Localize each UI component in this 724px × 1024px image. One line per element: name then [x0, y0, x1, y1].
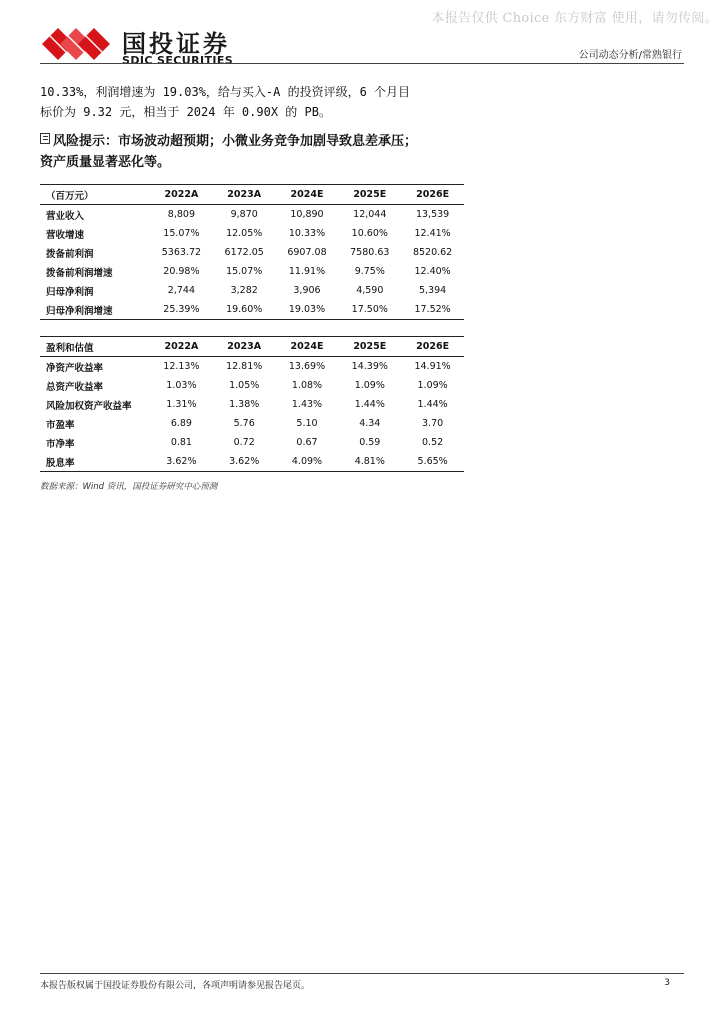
- logo-mark-icon: [42, 22, 118, 66]
- table-cell: 3,282: [230, 285, 258, 296]
- table-cell: 3.62%: [229, 456, 260, 467]
- table-cell: 9,870: [230, 209, 258, 220]
- table-cell: 1.38%: [229, 399, 260, 410]
- report-type-label: 公司动态分析/常熟银行: [578, 50, 682, 61]
- table-row: [40, 243, 464, 262]
- table-cell: 12.13%: [163, 361, 200, 372]
- footer-disclaimer: 本报告版权属于国投证券股份有限公司，各项声明请参见报告尾页。: [40, 981, 311, 991]
- table-header-cell: 2026E: [416, 189, 450, 200]
- table-cell: 12.41%: [414, 228, 451, 239]
- row-label: 营业收入: [46, 210, 85, 222]
- risk-warning: [40, 131, 460, 173]
- table-header-cell: 2022A: [164, 341, 199, 352]
- table-header-row: [40, 185, 464, 205]
- table-header-cell: 2024E: [290, 341, 324, 352]
- table-header-cell: 2025E: [353, 341, 387, 352]
- table-cell: 12.05%: [226, 228, 263, 239]
- table-cell: 8,809: [167, 209, 195, 220]
- table-cell: 15.07%: [163, 228, 200, 239]
- table-cell: 9.75%: [354, 266, 385, 277]
- table-cell: 17.52%: [414, 304, 451, 315]
- row-label: 股息率: [46, 457, 75, 469]
- row-label: 归母净利润: [46, 286, 94, 298]
- table-header-cell: 2023A: [227, 189, 262, 200]
- intro-line-1: 10.33%，利润增速为 19.03%，给与买入-A 的投资评级，6 个月目: [40, 85, 411, 99]
- table-cell: 1.08%: [291, 380, 323, 391]
- table-cell: 0.67: [296, 437, 318, 448]
- table-cell: 12.81%: [226, 361, 263, 372]
- table-row: [40, 395, 464, 414]
- table-header-cell: （百万元）: [46, 190, 94, 202]
- table-row: [40, 300, 464, 320]
- table-cell: 0.59: [359, 437, 381, 448]
- table-header-cell: 2023A: [227, 341, 262, 352]
- table-cell: 6907.08: [287, 247, 327, 258]
- table-cell: 10.33%: [288, 228, 326, 239]
- table-cell: 25.39%: [163, 304, 200, 315]
- row-label: 风险加权资产收益率: [46, 400, 132, 412]
- table-cell: 3.62%: [166, 456, 197, 467]
- table-cell: 19.60%: [226, 304, 263, 315]
- table-cell: 5.76: [233, 418, 255, 429]
- intro-line-2: 标价为 9.32 元，相当于 2024 年 0.90X 的 PB。: [40, 105, 331, 119]
- table-cell: 6.89: [170, 418, 192, 429]
- table-cell: 4.81%: [354, 456, 385, 467]
- risk-text-line-2: 资产质量显著恶化等。: [40, 155, 171, 170]
- row-label: 拨备前利润: [46, 248, 94, 260]
- table-cell: 5.10: [296, 418, 318, 429]
- table-cell: 3.70: [422, 418, 444, 429]
- table-cell: 15.07%: [226, 266, 263, 277]
- table-cell: 1.31%: [166, 399, 197, 410]
- table-header-row: [40, 337, 464, 357]
- table-cell: 11.91%: [288, 266, 326, 277]
- table-row: [40, 357, 464, 377]
- row-label: 市盈率: [46, 419, 75, 431]
- logo-english-name: SDIC SECURITIES: [122, 54, 234, 67]
- table-cell: 10,890: [290, 209, 324, 220]
- table-header-cell: 2025E: [353, 189, 387, 200]
- footer-divider: [40, 973, 684, 974]
- table-cell: 8520.62: [412, 247, 453, 258]
- table-cell: 3,906: [293, 285, 321, 296]
- table-row: [40, 205, 464, 225]
- table-row: [40, 452, 464, 472]
- table-cell: 5,394: [418, 285, 447, 296]
- row-label: 营收增速: [46, 229, 85, 241]
- table-cell: 0.52: [422, 437, 444, 448]
- row-label: 拨备前利润增速: [46, 267, 113, 279]
- table-header-cell: 2026E: [416, 341, 450, 352]
- table-cell: 1.03%: [166, 380, 197, 391]
- table-header-cell: 2024E: [290, 189, 324, 200]
- table-cell: 0.81: [170, 437, 192, 448]
- table-cell: 19.03%: [288, 304, 326, 315]
- risk-text-line-1: 风险提示：市场波动超预期；小微业务竞争加剧导致息差承压；: [53, 134, 418, 149]
- row-label: 净资产收益率: [46, 362, 104, 374]
- data-source-note: 数据来源：Wind 资讯，国投证券研究中心预测: [40, 482, 218, 492]
- table-cell: 17.50%: [351, 304, 388, 315]
- table-cell: 2,744: [167, 285, 195, 296]
- table-cell: 1.05%: [229, 380, 260, 391]
- table-cell: 12.40%: [414, 266, 451, 277]
- table-cell: 4.34: [359, 418, 381, 429]
- table-row: [40, 376, 464, 395]
- company-logo: [42, 22, 242, 68]
- table-cell: 12,044: [353, 209, 387, 220]
- table-row: [40, 224, 464, 243]
- table-cell: 1.44%: [417, 399, 448, 410]
- valuation-table: [40, 336, 464, 472]
- row-label: 市净率: [46, 438, 75, 450]
- header-divider: [40, 63, 684, 64]
- table-cell: 6172.05: [224, 247, 264, 258]
- note-icon: [40, 133, 50, 144]
- table-cell: 0.72: [233, 437, 255, 448]
- table-cell: 13.69%: [288, 361, 326, 372]
- table-cell: 4,590: [356, 285, 384, 296]
- table-row: [40, 414, 464, 433]
- table-cell: 1.43%: [291, 399, 323, 410]
- table-cell: 10.60%: [351, 228, 388, 239]
- table-header-cell: 盈利和估值: [46, 342, 94, 354]
- table-cell: 5363.72: [161, 247, 202, 258]
- table-row: [40, 281, 464, 300]
- table-cell: 1.09%: [417, 380, 448, 391]
- table-cell: 20.98%: [163, 266, 200, 277]
- table-cell: 13,539: [415, 209, 450, 220]
- table-cell: 14.39%: [351, 361, 388, 372]
- table-cell: 7580.63: [350, 247, 390, 258]
- intro-paragraph: [40, 82, 460, 122]
- watermark: 本报告仅供 Choice 东方财富 使用，请勿传阅。: [431, 11, 718, 26]
- table-cell: 1.09%: [354, 380, 385, 391]
- table-cell: 4.09%: [291, 456, 323, 467]
- logo-chinese-name: 国投证券: [122, 30, 230, 58]
- table-row: [40, 262, 464, 281]
- table-cell: 14.91%: [414, 361, 451, 372]
- row-label: 总资产收益率: [46, 381, 104, 393]
- row-label: 归母净利润增速: [46, 305, 113, 317]
- table-header-cell: 2022A: [164, 189, 199, 200]
- table-row: [40, 433, 464, 452]
- table-cell: 5.65%: [417, 456, 448, 467]
- page-number: 3: [664, 978, 670, 988]
- table-cell: 1.44%: [354, 399, 385, 410]
- financial-forecast-table: [40, 184, 464, 320]
